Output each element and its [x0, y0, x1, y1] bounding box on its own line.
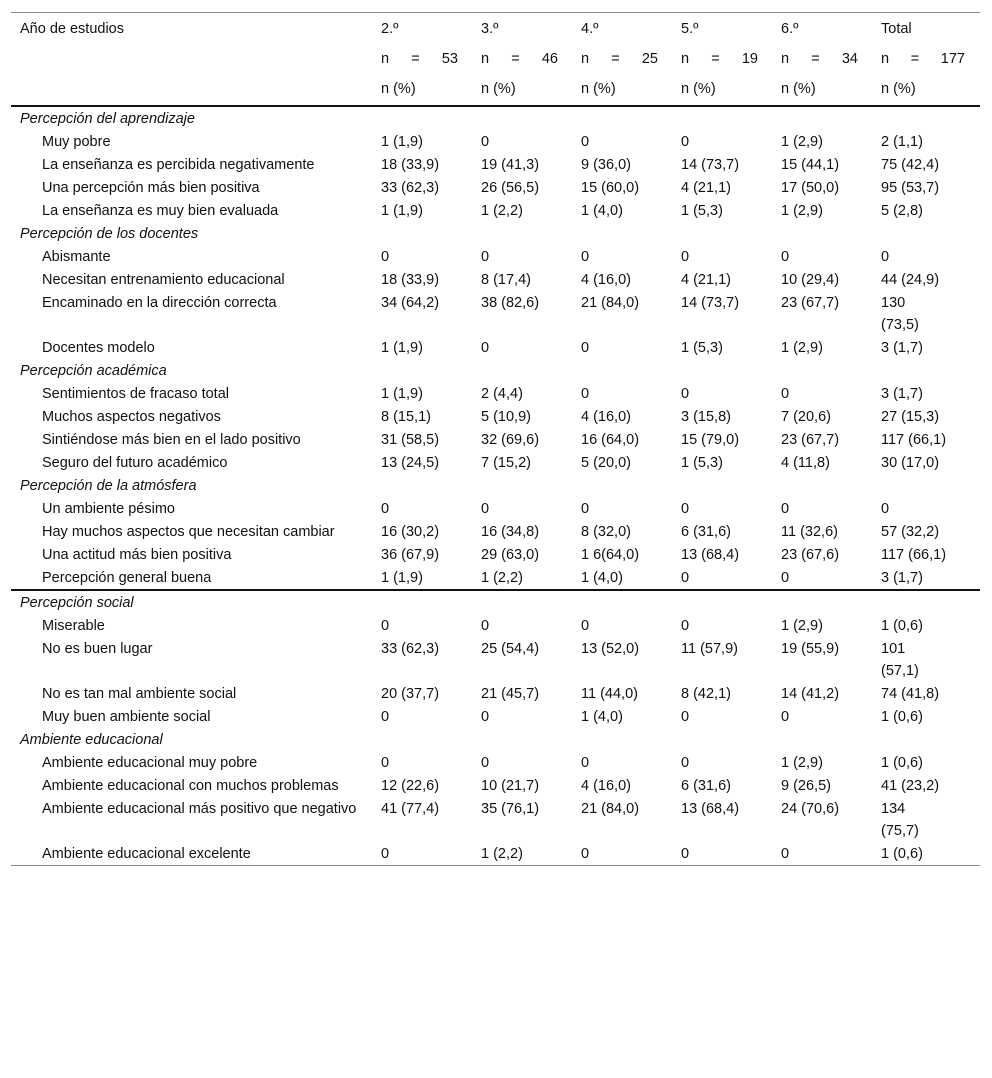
- cell-value: 3 (1,7): [881, 340, 923, 356]
- cell-value: 4 (16,0): [581, 272, 631, 288]
- sample-size: n = 46: [481, 51, 558, 67]
- table-row: [11, 682, 980, 705]
- cell-value: 31 (58,5): [381, 432, 440, 448]
- cell-value: 21 (84,0): [581, 801, 640, 817]
- cell-value: 30 (17,0): [881, 455, 940, 471]
- cell-value: 0: [781, 386, 790, 402]
- row-label: Muy pobre: [42, 134, 111, 150]
- cell-value: 12 (22,6): [381, 778, 440, 794]
- cell-value: 8 (42,1): [681, 686, 731, 702]
- cell-value: 34 (64,2): [381, 295, 440, 311]
- cell-value: 10 (21,7): [481, 778, 540, 794]
- cell-value: 9 (36,0): [581, 157, 631, 173]
- row-label: Una percepción más bien positiva: [42, 180, 260, 196]
- cell-value: 13 (68,4): [681, 547, 740, 563]
- results-table: [11, 12, 980, 866]
- cell-value: 3 (15,8): [681, 409, 731, 425]
- cell-value: 0: [681, 386, 690, 402]
- row-label: Percepción general buena: [42, 570, 212, 586]
- cell-value: 7 (15,2): [481, 455, 531, 471]
- cell-value: 26 (56,5): [481, 180, 540, 196]
- cell-value: 1 (0,6): [881, 846, 923, 862]
- cell-value: 0: [781, 501, 790, 517]
- cell-value: 1 (2,9): [781, 134, 823, 150]
- cell-value: 41 (77,4): [381, 801, 440, 817]
- row-label: Ambiente educacional excelente: [42, 846, 251, 862]
- col-header: 4.º: [581, 21, 599, 37]
- cell-value: 14 (73,7): [681, 295, 740, 311]
- cell-value: 0: [681, 134, 690, 150]
- table-row: [11, 497, 980, 520]
- cell-value: 0: [381, 618, 390, 634]
- cell-value: 11 (32,6): [781, 524, 838, 540]
- cell-value: 1 (4,0): [581, 203, 623, 219]
- cell-value: 117 (66,1): [881, 547, 947, 563]
- cell-value: 0: [681, 709, 690, 725]
- cell-value: 4 (11,8): [781, 455, 830, 471]
- cell-value: 4 (16,0): [581, 778, 631, 794]
- row-label: La enseñanza es percibida negativamente: [42, 157, 315, 173]
- cell-value: 29 (63,0): [481, 547, 540, 563]
- cell-value: 14 (73,7): [681, 157, 740, 173]
- cell-value: 14 (41,2): [781, 686, 840, 702]
- table-row: [11, 774, 980, 797]
- cell-value: 15 (44,1): [781, 157, 840, 173]
- cell-value: 1 (1,9): [381, 203, 423, 219]
- cell-value: 1 (2,2): [481, 570, 523, 586]
- cell-value: 0: [481, 134, 490, 150]
- col-header: Total: [881, 21, 912, 37]
- cell-value: 134 (75,7): [881, 801, 919, 839]
- cell-value: 1 (2,2): [481, 203, 523, 219]
- unit-label: n (%): [381, 81, 416, 97]
- cell-value: 1 (2,2): [481, 846, 523, 862]
- unit-row: [11, 70, 980, 106]
- cell-value: 0: [381, 501, 390, 517]
- cell-value: 33 (62,3): [381, 180, 440, 196]
- table-row: [11, 291, 980, 336]
- cell-value: 1 (2,9): [781, 203, 823, 219]
- cell-value: 1 (5,3): [681, 340, 723, 356]
- unit-label: n (%): [481, 81, 516, 97]
- cell-value: 36 (67,9): [381, 547, 440, 563]
- cell-value: 1 (2,9): [781, 755, 823, 771]
- cell-value: 1 (1,9): [381, 570, 423, 586]
- cell-value: 1 (2,9): [781, 340, 823, 356]
- cell-value: 1 (4,0): [581, 570, 623, 586]
- cell-value: 0: [881, 501, 890, 517]
- cell-value: 1 (1,9): [381, 340, 423, 356]
- cell-value: 1 6(64,0): [581, 547, 640, 563]
- row-label: Miserable: [42, 618, 105, 634]
- sample-size: n = 34: [781, 51, 858, 67]
- cell-value: 0: [681, 570, 690, 586]
- cell-value: 18 (33,9): [381, 157, 440, 173]
- section-header: [11, 106, 980, 130]
- unit-label: n (%): [581, 81, 616, 97]
- section-title: Percepción del aprendizaje: [20, 111, 195, 127]
- cell-value: 17 (50,0): [781, 180, 840, 196]
- cell-value: 21 (45,7): [481, 686, 540, 702]
- cell-value: 0: [481, 755, 490, 771]
- unit-label: n (%): [681, 81, 716, 97]
- header-label: Año de estudios: [20, 21, 124, 37]
- row-label: Muy buen ambiente social: [42, 709, 211, 725]
- row-label: Necesitan entrenamiento educacional: [42, 272, 285, 288]
- sample-size-row: [11, 40, 980, 70]
- section-header: [11, 359, 980, 382]
- section-header: [11, 474, 980, 497]
- cell-value: 5 (20,0): [581, 455, 631, 471]
- cell-value: 19 (55,9): [781, 641, 840, 657]
- cell-value: 0: [581, 755, 590, 771]
- cell-value: 5 (10,9): [481, 409, 531, 425]
- cell-value: 23 (67,7): [781, 295, 840, 311]
- row-label: La enseñanza es muy bien evaluada: [42, 203, 279, 219]
- cell-value: 0: [581, 386, 590, 402]
- table-row: [11, 130, 980, 153]
- cell-value: 44 (24,9): [881, 272, 940, 288]
- section-title: Percepción social: [20, 595, 134, 611]
- cell-value: 4 (21,1): [681, 180, 731, 196]
- cell-value: 0: [681, 618, 690, 634]
- cell-value: 74 (41,8): [881, 686, 940, 702]
- row-label: Muchos aspectos negativos: [42, 409, 221, 425]
- row-label: Un ambiente pésimo: [42, 501, 175, 517]
- table-row: [11, 614, 980, 637]
- sample-size: n = 53: [381, 51, 458, 67]
- cell-value: 8 (32,0): [581, 524, 631, 540]
- cell-value: 23 (67,7): [781, 432, 840, 448]
- row-label: Sintiéndose más bien en el lado positivo: [42, 432, 301, 448]
- cell-value: 1 (4,0): [581, 709, 623, 725]
- cell-value: 13 (68,4): [681, 801, 740, 817]
- table-row: [11, 176, 980, 199]
- cell-value: 2 (1,1): [881, 134, 923, 150]
- col-header: 5.º: [681, 21, 699, 37]
- cell-value: 1 (0,6): [881, 709, 923, 725]
- cell-value: 0: [581, 340, 590, 356]
- sample-size: n = 177: [881, 51, 965, 67]
- cell-value: 4 (21,1): [681, 272, 731, 288]
- table-row: [11, 428, 980, 451]
- cell-value: 0: [781, 846, 790, 862]
- cell-value: 16 (30,2): [381, 524, 440, 540]
- cell-value: 21 (84,0): [581, 295, 640, 311]
- table-row: [11, 751, 980, 774]
- cell-value: 32 (69,6): [481, 432, 540, 448]
- cell-value: 0: [381, 249, 390, 265]
- cell-value: 10 (29,4): [781, 272, 840, 288]
- cell-value: 6 (31,6): [681, 778, 731, 794]
- cell-value: 7 (20,6): [781, 409, 831, 425]
- cell-value: 0: [481, 501, 490, 517]
- cell-value: 0: [581, 501, 590, 517]
- cell-value: 0: [681, 501, 690, 517]
- cell-value: 5 (2,8): [881, 203, 923, 219]
- table-row: [11, 382, 980, 405]
- cell-value: 13 (52,0): [581, 641, 640, 657]
- cell-value: 3 (1,7): [881, 386, 923, 402]
- cell-value: 0: [481, 618, 490, 634]
- section-header: [11, 590, 980, 614]
- cell-value: 38 (82,6): [481, 295, 540, 311]
- cell-value: 0: [481, 709, 490, 725]
- row-label: Abismante: [42, 249, 111, 265]
- cell-value: 57 (32,2): [881, 524, 940, 540]
- cell-value: 0: [781, 249, 790, 265]
- cell-value: 95 (53,7): [881, 180, 940, 196]
- col-header: 3.º: [481, 21, 499, 37]
- table-row: [11, 566, 980, 590]
- cell-value: 1 (5,3): [681, 455, 723, 471]
- cell-value: 1 (1,9): [381, 134, 423, 150]
- cell-value: 0: [881, 249, 890, 265]
- section-header: [11, 728, 980, 751]
- table-row: [11, 336, 980, 359]
- cell-value: 117 (66,1): [881, 432, 947, 448]
- cell-value: 18 (33,9): [381, 272, 440, 288]
- cell-value: 0: [581, 249, 590, 265]
- unit-label: n (%): [881, 81, 916, 97]
- cell-value: 27 (15,3): [881, 409, 940, 425]
- cell-value: 4 (16,0): [581, 409, 631, 425]
- cell-value: 33 (62,3): [381, 641, 440, 657]
- cell-value: 0: [681, 846, 690, 862]
- col-header: 6.º: [781, 21, 799, 37]
- cell-value: 0: [381, 755, 390, 771]
- cell-value: 3 (1,7): [881, 570, 923, 586]
- cell-value: 0: [681, 755, 690, 771]
- section-title: Percepción académica: [20, 363, 167, 379]
- cell-value: 16 (64,0): [581, 432, 640, 448]
- cell-value: 2 (4,4): [481, 386, 523, 402]
- cell-value: 13 (24,5): [381, 455, 440, 471]
- row-label: Docentes modelo: [42, 340, 155, 356]
- table-row: [11, 451, 980, 474]
- cell-value: 75 (42,4): [881, 157, 940, 173]
- cell-value: 1 (1,9): [381, 386, 423, 402]
- table-row: [11, 797, 980, 842]
- table-row: [11, 637, 980, 682]
- table-row: [11, 705, 980, 728]
- section-header: [11, 222, 980, 245]
- cell-value: 0: [781, 570, 790, 586]
- sample-size: n = 25: [581, 51, 658, 67]
- cell-value: 0: [381, 846, 390, 862]
- table-row: [11, 268, 980, 291]
- table-row: [11, 543, 980, 566]
- section-title: Percepción de la atmósfera: [20, 478, 197, 494]
- sample-size: n = 19: [681, 51, 758, 67]
- cell-value: 0: [381, 709, 390, 725]
- row-label: Seguro del futuro académico: [42, 455, 228, 471]
- header-row: [11, 13, 980, 41]
- section-title: Percepción de los docentes: [20, 226, 199, 242]
- cell-value: 8 (17,4): [481, 272, 531, 288]
- row-label: Ambiente educacional con muchos problemas: [42, 778, 339, 794]
- table-row: [11, 153, 980, 176]
- row-label: Una actitud más bien positiva: [42, 547, 232, 563]
- cell-value: 20 (37,7): [381, 686, 440, 702]
- section-title: Ambiente educacional: [20, 732, 163, 748]
- row-label: Encaminado en la dirección correcta: [42, 295, 277, 311]
- cell-value: 8 (15,1): [381, 409, 431, 425]
- cell-value: 1 (5,3): [681, 203, 723, 219]
- row-label: Ambiente educacional más positivo que negativo: [42, 801, 357, 817]
- cell-value: 11 (44,0): [581, 686, 638, 702]
- cell-value: 15 (60,0): [581, 180, 640, 196]
- row-label: No es tan mal ambiente social: [42, 686, 237, 702]
- cell-value: 130 (73,5): [881, 295, 919, 333]
- table-row: [11, 405, 980, 428]
- cell-value: 19 (41,3): [481, 157, 540, 173]
- cell-value: 41 (23,2): [881, 778, 940, 794]
- cell-value: 6 (31,6): [681, 524, 731, 540]
- cell-value: 1 (0,6): [881, 755, 923, 771]
- table-row: [11, 245, 980, 268]
- row-label: Ambiente educacional muy pobre: [42, 755, 258, 771]
- cell-value: 15 (79,0): [681, 432, 740, 448]
- cell-value: 11 (57,9): [681, 641, 738, 657]
- row-label: Sentimientos de fracaso total: [42, 386, 229, 402]
- unit-label: n (%): [781, 81, 816, 97]
- cell-value: 35 (76,1): [481, 801, 540, 817]
- table-row: [11, 520, 980, 543]
- col-header: 2.º: [381, 21, 399, 37]
- cell-value: 0: [681, 249, 690, 265]
- row-label: Hay muchos aspectos que necesitan cambiar: [42, 524, 335, 540]
- cell-value: 0: [581, 846, 590, 862]
- cell-value: 1 (2,9): [781, 618, 823, 634]
- cell-value: 16 (34,8): [481, 524, 540, 540]
- table-row: [11, 842, 980, 866]
- table-row: [11, 199, 980, 222]
- cell-value: 1 (0,6): [881, 618, 923, 634]
- cell-value: 0: [581, 618, 590, 634]
- cell-value: 0: [481, 249, 490, 265]
- cell-value: 101 (57,1): [881, 641, 919, 679]
- cell-value: 23 (67,6): [781, 547, 840, 563]
- cell-value: 25 (54,4): [481, 641, 540, 657]
- cell-value: 9 (26,5): [781, 778, 831, 794]
- cell-value: 0: [581, 134, 590, 150]
- cell-value: 0: [781, 709, 790, 725]
- row-label: No es buen lugar: [42, 641, 153, 657]
- cell-value: 24 (70,6): [781, 801, 840, 817]
- cell-value: 0: [481, 340, 490, 356]
